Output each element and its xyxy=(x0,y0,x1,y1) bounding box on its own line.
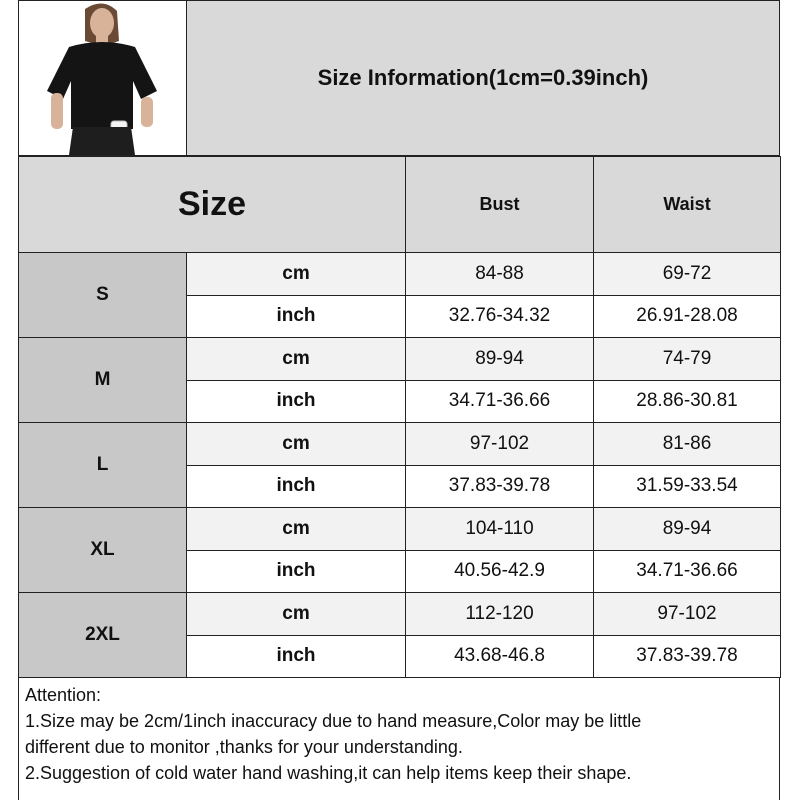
note-line: 1.Size may be 2cm/1inch inaccuracy due to hand measure,Color may be little xyxy=(25,711,642,731)
bust-value: 97-102 xyxy=(406,423,594,466)
bust-column-header: Bust xyxy=(406,157,594,253)
waist-value: 74-79 xyxy=(594,338,781,381)
table-row xyxy=(19,423,781,466)
size-column-header: Size xyxy=(19,157,406,253)
size-label: 2XL xyxy=(19,593,187,678)
model-photo-icon xyxy=(19,1,186,155)
unit-label: cm xyxy=(187,423,406,466)
note-line: 2.Suggestion of cold water hand washing,it can help items keep their shape. xyxy=(25,763,632,783)
unit-label: cm xyxy=(187,593,406,636)
table-row xyxy=(19,593,781,636)
bust-value: 40.56-42.9 xyxy=(406,550,594,593)
waist-value: 97-102 xyxy=(594,593,781,636)
size-table xyxy=(18,156,781,678)
bust-value: 34.71-36.66 xyxy=(406,380,594,423)
unit-label: cm xyxy=(187,253,406,296)
waist-value: 34.71-36.66 xyxy=(594,550,781,593)
bust-value: 89-94 xyxy=(406,338,594,381)
table-row xyxy=(19,253,781,296)
bust-value: 112-120 xyxy=(406,593,594,636)
waist-value: 37.83-39.78 xyxy=(594,635,781,678)
model-photo xyxy=(19,1,187,155)
title-cell xyxy=(187,1,779,155)
size-label: XL xyxy=(19,508,187,593)
waist-column-header: Waist xyxy=(594,157,781,253)
unit-label: inch xyxy=(187,635,406,678)
waist-value: 81-86 xyxy=(594,423,781,466)
bust-value: 43.68-46.8 xyxy=(406,635,594,678)
attention-notes xyxy=(18,677,780,800)
unit-label: cm xyxy=(187,508,406,551)
waist-value: 26.91-28.08 xyxy=(594,295,781,338)
bust-value: 32.76-34.32 xyxy=(406,295,594,338)
bust-value: 84-88 xyxy=(406,253,594,296)
table-header-row xyxy=(19,157,781,253)
note-line: different due to monitor ,thanks for your understanding. xyxy=(25,737,463,757)
unit-label: inch xyxy=(187,550,406,593)
unit-label: inch xyxy=(187,380,406,423)
waist-value: 31.59-33.54 xyxy=(594,465,781,508)
waist-value: 69-72 xyxy=(594,253,781,296)
size-label: S xyxy=(19,253,187,338)
unit-label: inch xyxy=(187,465,406,508)
table-row xyxy=(19,338,781,381)
attention-heading: Attention: xyxy=(25,685,102,705)
waist-value: 89-94 xyxy=(594,508,781,551)
bust-value: 104-110 xyxy=(406,508,594,551)
unit-label: inch xyxy=(187,295,406,338)
unit-label: cm xyxy=(187,338,406,381)
size-label: L xyxy=(19,423,187,508)
size-label: M xyxy=(19,338,187,423)
page-title: Size Information(1cm=0.39inch) xyxy=(317,65,649,90)
header xyxy=(18,0,780,156)
bust-value: 37.83-39.78 xyxy=(406,465,594,508)
table-row xyxy=(19,508,781,551)
waist-value: 28.86-30.81 xyxy=(594,380,781,423)
